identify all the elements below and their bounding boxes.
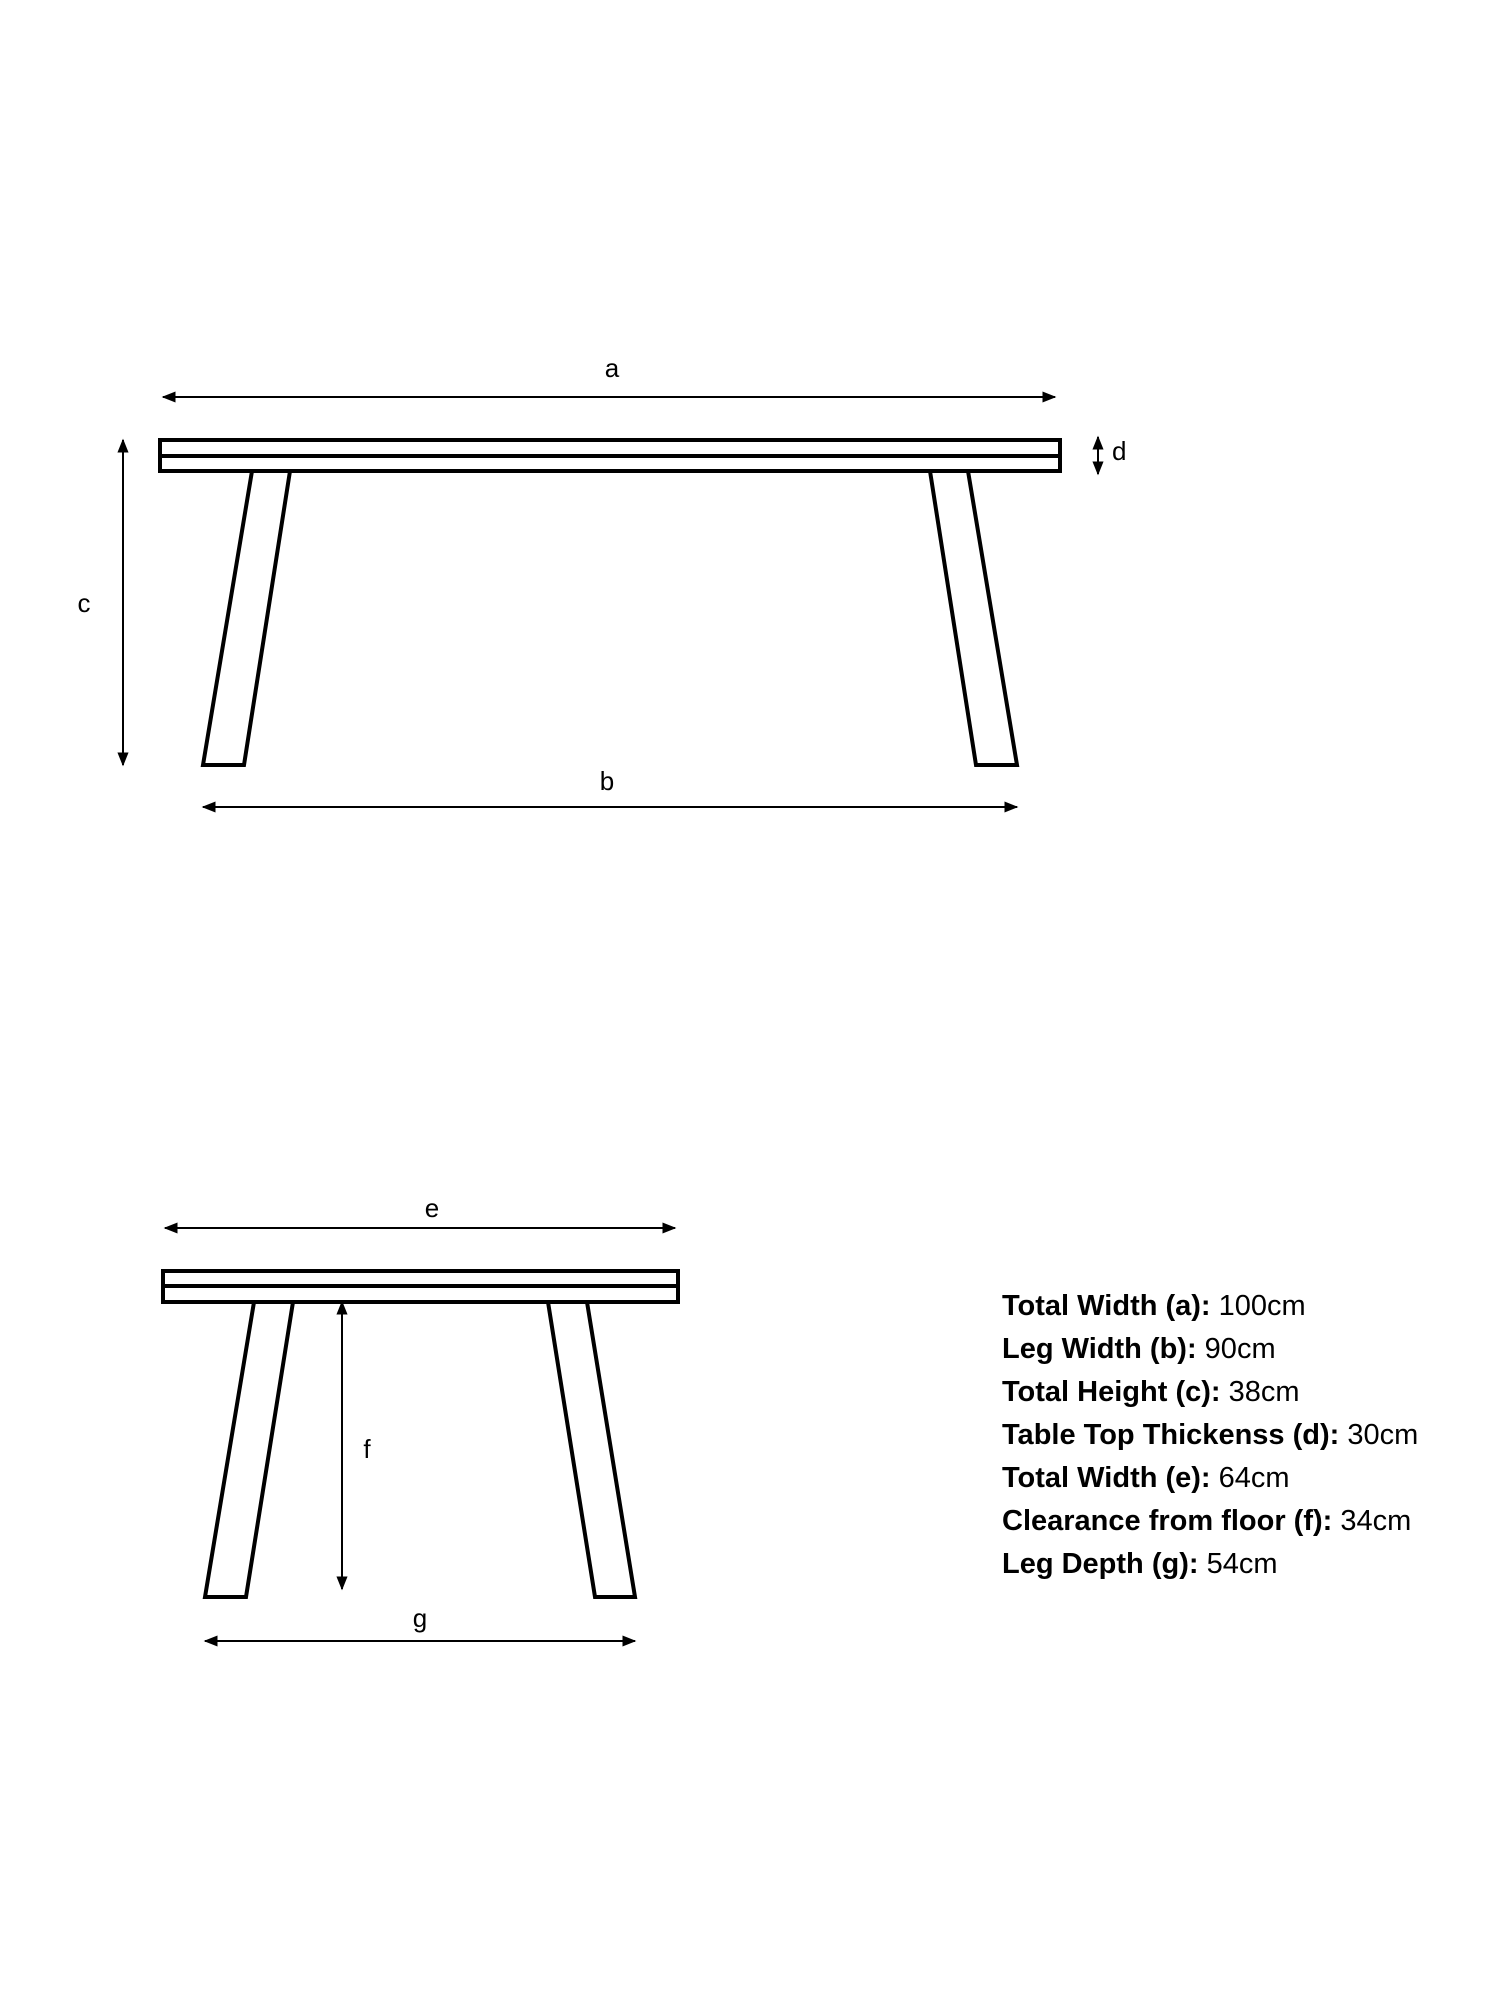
dimension-f-label: f [363, 1434, 371, 1464]
spec-leg-width-b [1002, 1328, 1418, 1371]
spec-label: Leg Depth (g): [1002, 1548, 1199, 1580]
dimension-g-label: g [412, 1603, 428, 1633]
spec-value: 90cm [1196, 1333, 1276, 1365]
spec-value: 64cm [1210, 1462, 1290, 1494]
spec-label: Total Width (e): [1002, 1462, 1211, 1494]
spec-total-width-a [1002, 1285, 1418, 1328]
side-right-leg [930, 471, 1017, 765]
dimension-a-label: a [604, 353, 620, 383]
dimension-e-label: e [424, 1193, 440, 1223]
end-left-leg [205, 1302, 293, 1597]
spec-label: Clearance from floor (f): [1002, 1505, 1333, 1537]
side-left-leg [203, 471, 290, 765]
spec-value: 34cm [1332, 1505, 1412, 1537]
side-view [78, 353, 1127, 807]
spec-clearance-f [1002, 1500, 1418, 1543]
dimension-d-label: d [1112, 436, 1127, 466]
spec-value: 100cm [1210, 1290, 1306, 1322]
spec-leg-depth-g [1002, 1543, 1418, 1586]
spec-table-top-thickness-d [1002, 1414, 1418, 1457]
spec-total-height-c [1002, 1371, 1418, 1414]
spec-label: Leg Width (b): [1002, 1333, 1197, 1365]
end-view [163, 1193, 678, 1641]
spec-label: Table Top Thickenss (d): [1002, 1419, 1340, 1451]
spec-label: Total Width (a): [1002, 1290, 1211, 1322]
end-right-leg [548, 1302, 635, 1597]
spec-value: 54cm [1198, 1548, 1278, 1580]
spec-label: Total Height (c): [1002, 1376, 1221, 1408]
dimension-b-label: b [599, 766, 615, 796]
specifications-list [1002, 1285, 1418, 1586]
spec-value: 38cm [1220, 1376, 1300, 1408]
dimension-c-label: c [77, 588, 91, 618]
spec-value: 30cm [1339, 1419, 1419, 1451]
spec-total-width-e [1002, 1457, 1418, 1500]
